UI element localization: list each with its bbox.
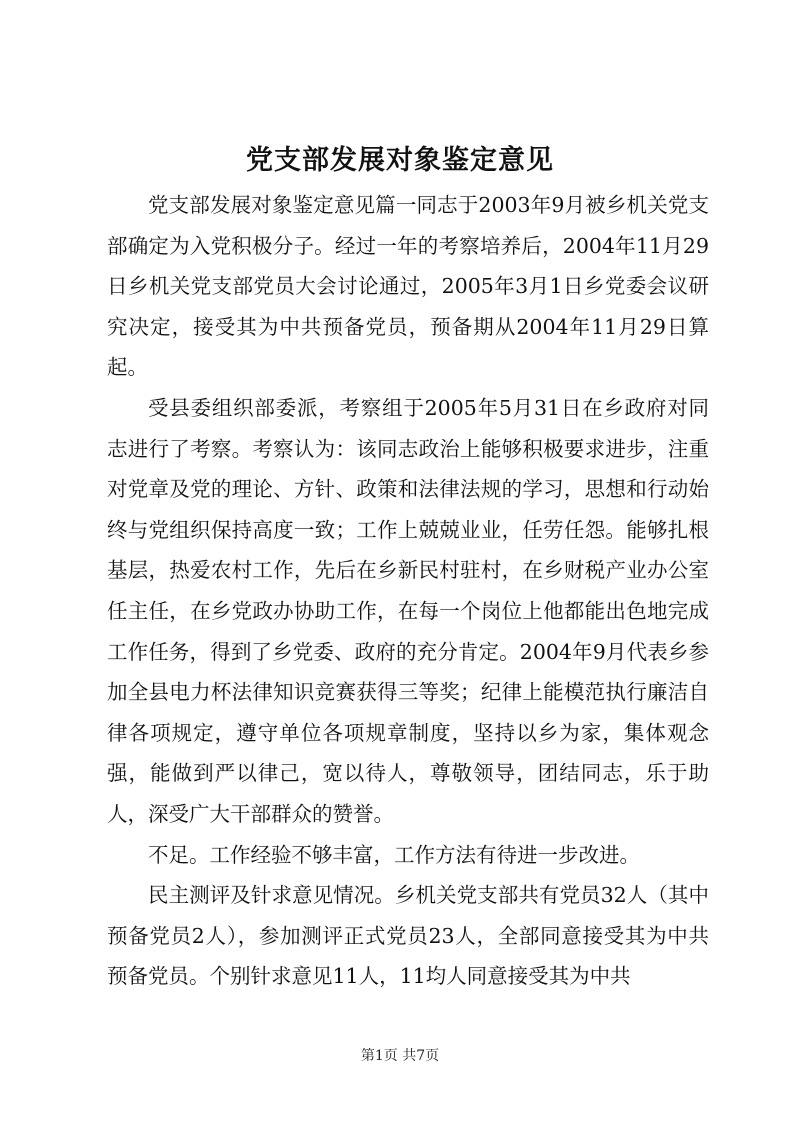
page-footer: 第1页 共7页 bbox=[360, 1048, 440, 1064]
paragraph-2: 受县委组织部委派，考察组于2005年5月31日在乡政府对同志进行了考察。考察认为：该同志政治上能够积极要求进步，注重对党章及党的理论、方针、政策和法律法规的学习，思想和行动始终与党组织保持高度一致；工作上兢兢业业，任劳任怨。能够扎根基层，热爱农村工作，先后在乡新民村驻村，在乡财税产业办公室任主任，在乡党政办协助工作，在每一个岗位上他都能出色地完成工作任务，得到了乡党委、政府的充分肯定。2004年9月代表乡参加全县电力杯法律知识竞赛获得三等奖；纪律上能模范执行廉洁自律各项规定，遵守单位各项规章制度，坚持以乡为家，集体观念强，能做到严以律己，宽以待人，尊敬领导，团结同志，乐于助人，深受广大干部群众的赞誉。 bbox=[107, 395, 709, 826]
paragraph-1: 党支部发展对象鉴定意见篇一同志于2003年9月被乡机关党支部确定为入党积极分子。经过一年的考察培养后，2004年11月29日乡机关党支部党员大会讨论通过，2005年3月1日乡党委会议研究决定，接受其为中共预备党员，预备期从2004年11月29日算起。 bbox=[107, 193, 709, 380]
document-body bbox=[107, 185, 709, 997]
document-title: 党支部发展对象鉴定意见 bbox=[246, 145, 554, 176]
paragraph-4: 民主测评及针求意见情况。乡机关党支部共有党员32人（其中预备党员2人），参加测评正式党员23人，全部同意接受其为中共预备党员。个别针求意见11人，11均人同意接受其为中共 bbox=[107, 883, 709, 989]
paragraph-3: 不足。工作经验不够丰富，工作方法有待进一步改进。 bbox=[148, 842, 640, 867]
